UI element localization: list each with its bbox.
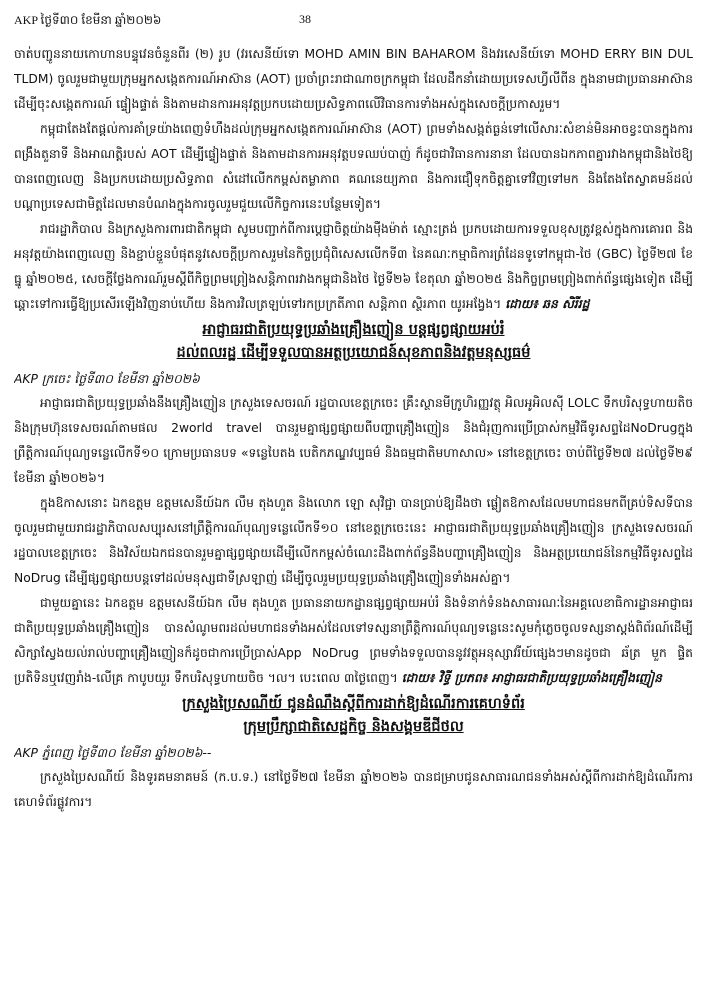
article-1-byline: ដោយ៖ ឆន សិរីរដ្ឋ — [505, 297, 590, 311]
article-1-paragraph-2: កម្ពុជាតែងតែផ្តល់ការគាំទ្រយ៉ាងពេញទំហឹងដល់ក្រុមអ្នកសង្កេតការណ៍អាស៊ាន (AOT) ព្រមទាំងសង្កត់ធ្ងន់ទៅលើសារៈសំខាន់មិនអាចខ្វះបានក្នុងការពង្រឹងតួនាទី និងអាណត្តិរបស់ AOT ដើម្បីផ្ទៀងផ្ទាត់ និងតាមដានការអនុវត្តបទឈប់បាញ់ ក៏ដូចជាវិធានការនានា ដែលបានឯកភាពគ្នារវាងកម្ពុជានិងថៃឱ្យបានពេញលេញ និងប្រកបដោយប្រសិទ្ធភាព សំដៅលើកកម្ពស់តម្លាភាព គណនេយ្យភាព និងការជឿទុកចិត្តគ្នាទៅវិញទៅមក និងតែងតែស្វាគមន៍ដល់បណ្តាប្រទេសជាមិត្តដែលមានបំណងក្នុងការចូលរួមជួយលើកិច្ចការនេះបន្ថែមទៀត។ — [14, 122, 693, 211]
article-2-paragraph-3-text: ជាមួយគ្នានេះ ឯកឧត្តម ឧត្តមសេនីយ៍ឯក លឹម តុងហួត ប្រធាននាយកដ្ឋានផ្សព្វផ្សាយអប់រំ និងទំនាក់ទំនងសាធារណៈនៃអគ្គលេខាធិការដ្ឋានអាជ្ញាធរជាតិប្រយុទ្ធប្រឆាំងគ្រឿងញៀន បានសំណូមពរដល់មហាជនទាំងអស់ដែលទៅទស្សនាព្រឹត្តិការណ៍បុណ្យទន្លេនេះសូមកុំភ្លេចចូលទស្សនាស្តង់ពិព័រណ៍ដើម្បីសិក្សាស្វែងយល់រាល់បញ្ហាគ្រឿងញៀនក៏ដូចជាការប្រើប្រាស់App NoDrug ព្រមទាំងទទួលបាននូវវត្ថុអនុស្សាវរីយ៍ផ្សេងៗមានដូចជា ឆ័ត្រ មួក ផ្ទិត ប្រតិទិនឬវេញរាំង-លើគ្រ កាបូបយួរ ទឹកបរិសុទ្ធហាយចិច ។ល។ បេះពេល ៣ថ្ងៃពេញ។ — [14, 596, 693, 685]
article-1-paragraph-3 — [14, 217, 693, 317]
article-1-paragraph-1: ចាត់បញ្ជូននាយកោហានបន្ទុវេនចំនួនពីរ (២) រូប (វរសេនីយ៍ទោ MOHD AMIN BIN BAHAROM និងវរសេនីយ៍ទោ MOHD ERRY BIN DUL TLDM) ចូលរួមជាមួយក្រុមអ្នកសង្កេតការណ៍អាស៊ាន (AOT) ប្រចាំព្រះរាជាណាចក្រកម្ពុជា ដែលដឹកនាំដោយប្រទេសហ្វីលីពីន ក្នុងនាមជាប្រធានអាស៊ាន ដើម្បីចុះសង្កេតការណ៍ ផ្ទៀងផ្ទាត់ និងតាមដានការអនុវត្តប្រកបដោយប្រសិទ្ធភាពលើវិធានការទាំងអស់ក្នុងសេចក្តីប្រកាសរួម។ — [14, 47, 693, 111]
page-header — [14, 12, 693, 34]
article-column — [14, 42, 693, 998]
article-2-headline — [14, 319, 693, 365]
article-1-paragraph-3-text: រាជរដ្ឋាភិបាល និងក្រសួងការពារជាតិកម្ពុជា សូមបញ្ជាក់ពីការប្តេជ្ញាចិត្តយ៉ាងម៉ឺងម៉ាត់ ស្មោះត្រង់ ប្រកបដោយការទទួលខុសត្រូវខ្ពស់ក្នុងការគោរព និងអនុវត្តយ៉ាងពេញលេញ និងខ្ជាប់ខ្ជួនបំផុតនូវសេចក្តីប្រកាសរួមនៃកិច្ចប្រជុំពិសេសលើកទី៣ នៃគណៈកម្មាធិការព្រំដែនទូទៅកម្ពុជា-ថៃ (GBC) ថ្ងៃទី២៧ ខែធ្នូ ឆ្នាំ២០២៥, សេចក្តីថ្លែងការណ៍រួមស្តីពីកិច្ចព្រមព្រៀងសន្តិភាពរវាងកម្ពុជានិងថៃ ថ្ងៃទី២៦ ខែតុលា ឆ្នាំ២០២៥ និងកិច្ចព្រមព្រៀងពាក់ព័ន្ធផ្សេងទៀត ដើម្បីឆ្ពោះទៅការធ្វើឱ្យប្រសើរឡើងវិញនាប់ហើយ និងការវិលត្រឡប់ទៅរកប្រក្រតីភាព សន្តិភាព ស្ថិរភាព យូរអង្វែង។ — [14, 222, 693, 311]
article-3-headline-line-2: ក្រុមប្រឹក្សាជាតិសេដ្ឋកិច្ច និងសង្គមឌីជីថល — [243, 719, 464, 735]
page-number: 38 — [299, 12, 311, 26]
article-2-headline-line-1: អាជ្ញាធរជាតិប្រយុទ្ធប្រឆាំងគ្រឿងញៀន បន្តផ្សព្វផ្សាយអប់រំ — [202, 322, 505, 338]
article-2-paragraph-3 — [14, 591, 693, 691]
article-2-dateline: AKP ក្រចេះ ថ្ងៃទី៣០ ខែមីនា ឆ្នាំ២០២៦ — [14, 372, 200, 386]
article-3-headline-line-1: ក្រសួងប្រៃសណីយ៍ ជូនដំណឹងស្តីពីការដាក់ឱ្យដំណើរការគេហទំព័រ — [182, 696, 525, 712]
article-3-dateline: AKP ភ្នំពេញ ថ្ងៃទី៣០ ខែមីនា ឆ្នាំ២០២៦-- — [14, 746, 212, 760]
header-date: AKP ថ្ងៃទី៣០ ខែមីនា ឆ្នាំ២០២៦ — [14, 13, 162, 27]
article-2-paragraph-1: អាជ្ញាធរជាតិប្រយុទ្ធប្រឆាំងនឹងគ្រឿងញៀន ក្រសួងទេសចរណ៍ រដ្ឋបាលខេត្តក្រចេះ គ្រឹះស្ថានមីក្រូហិរញ្ញវត្ថុ អិលអូអិលស៊ី LOLC ទឹកបរិសុទ្ធហាយតិច និងក្រុមហ៊ុនទេសចរណ៍តាមផល 2world travel បានរួមគ្នាផ្សព្វផ្សាយពីបញ្ហាគ្រឿងញៀន និងជំរុញការប្រើប្រាស់កម្មវិធីទូរសព្ទដៃNoDrugក្នុងព្រឹត្តិការណ៍បុណ្យទន្លេលើកទី១០ ក្រោមប្រធានបទ «ទន្លេបៃតង បេតិកភណ្ឌវប្បធម៌ និងធម្មជាតិមហាសាល» នៅខេត្តក្រចេះ ចាប់ពីថ្ងៃទី២៧ ដល់ថ្ងៃទី២៩ ខែមីនា ឆ្នាំ២០២៦។ — [14, 396, 693, 485]
article-3-paragraph-1: ក្រសួងប្រៃសណីយ៍ និងទូរគមនាគមន៍ (ក.ប.ទ.) នៅថ្ងៃទី២៧ ខែមីនា ឆ្នាំ២០២៦ បានជម្រាបជូនសាធារណជនទាំងអស់ស្តីពីការដាក់ឱ្យដំណើរការគេហទំព័រផ្លូវការ។ — [14, 770, 693, 809]
article-2-headline-line-2: ដល់ពលរដ្ឋ ដើម្បីទទួលបានអត្ថប្រយោជន៍សុខភាពនិងវត្តមនុស្សធម៌ — [176, 345, 531, 361]
article-3-headline — [14, 693, 693, 739]
article-2-paragraph-2: ក្នុងឱកាសនោះ ឯកឧត្តម ឧត្តមសេនីយ៍ឯក លឹម តុងហួត និងលោក ឡោ សុវិជ្ជា បានប្រាប់ឱ្យដឹងថា ផ្លៀតឱកាសដែលមហាជនមកពីគ្រប់ទិសទីបានចូលរួមជាមួយរាជរដ្ឋាភិបាលសប្បុរសនៅព្រឹត្តិការណ៍បុណ្យទន្លេលើកទី១០ នៅខេត្តក្រចេះនេះ អាជ្ញាធរជាតិប្រយុទ្ធប្រឆាំងគ្រឿងញៀន ក្រសួងទេសចរណ៍ រដ្ឋបាលខេត្តក្រចេះ និងវិស័យឯកជនបានរួមគ្នាផ្សព្វផ្សាយដើម្បីលើកកម្ពស់ចំណេះដឹងពាក់ព័ន្ធនឹងបញ្ហាគ្រឿងញៀន និងអត្ថប្រយោជន៍នៃកម្មវិធីទូរសព្ទដៃ NoDrug ដើម្បីផ្សព្វផ្សាយបន្តទៅដល់មនុស្សជាទីស្រឡាញ់ ដើម្បីចូលរួមប្រយុទ្ធប្រឆាំងគ្រឿងញៀនទាំងអស់គ្នា។ — [14, 496, 693, 585]
article-2-byline: ដោយ៖ វិទ្ធី ប្រភព៖ អាជ្ញាធរជាតិប្រយុទ្ធប្រឆាំងគ្រឿងញៀន — [401, 671, 662, 685]
